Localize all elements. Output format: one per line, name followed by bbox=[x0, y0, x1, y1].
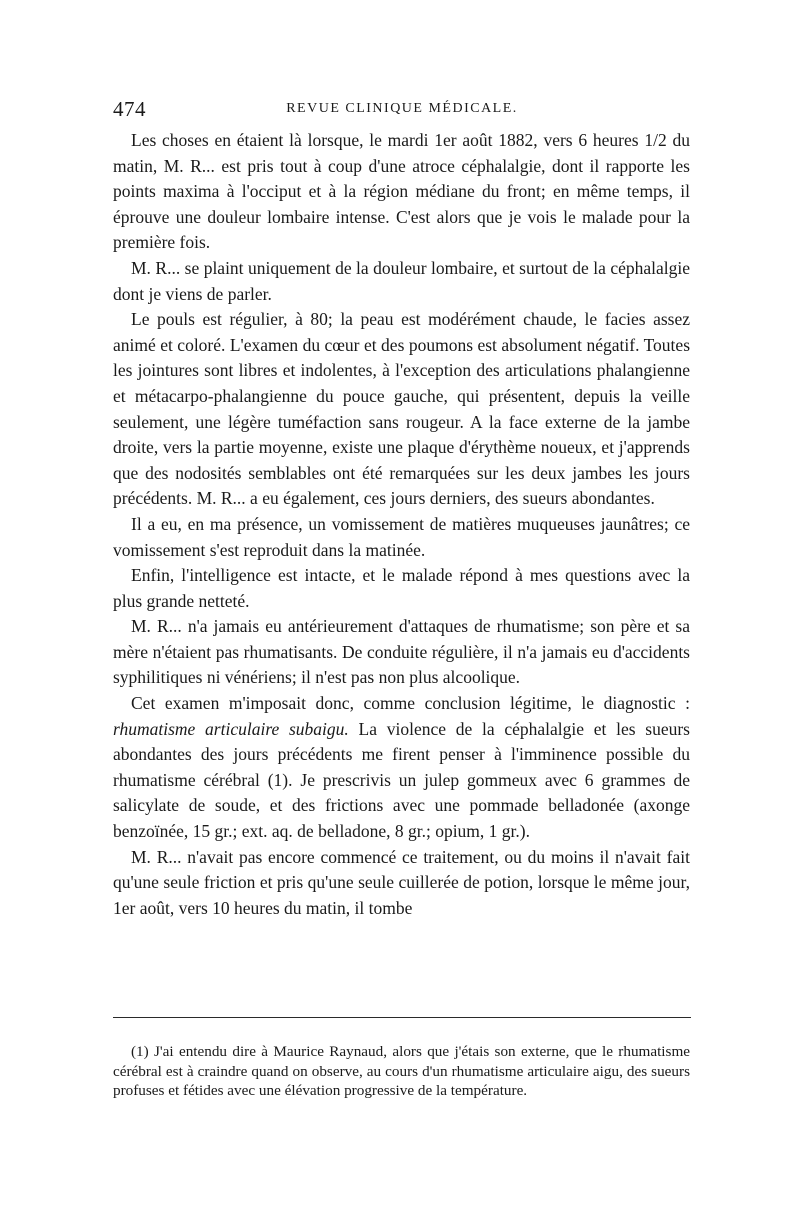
diagnosis-italic: rhumatisme articulaire subaigu. bbox=[113, 718, 349, 739]
page-header bbox=[113, 97, 691, 123]
paragraph-diagnosis bbox=[113, 691, 690, 845]
running-title: REVUE CLINIQUE MÉDICALE. bbox=[286, 101, 518, 116]
paragraph: M. R... n'a jamais eu antérieurement d'attaques de rhumatisme; son père et sa mère n'étaient pas rhumatisants. De conduite régulière, il n'a jamais eu d'accidents syphilitiques ni vénériens; il n'est pas non plus alcoolique. bbox=[113, 616, 690, 688]
paragraph: M. R... n'avait pas encore commencé ce traitement, ou du moins il n'avait fait qu'une seule friction et pris qu'une seule cuillerée de potion, lorsque le même jour, 1er août, vers 10 heures du matin, il tombe bbox=[113, 846, 690, 918]
paragraph: Les choses en étaient là lorsque, le mardi 1er août 1882, vers 6 heures 1/2 du matin, M. R... est pris tout à coup d'une atroce céphalalgie, dont il rapporte les points maxima à l'occiput et à la région médiane du front; en même temps, il éprouve une douleur lombaire intense. C'est alors que je vois le malade pour la première fois. bbox=[113, 130, 690, 253]
paragraph: M. R... se plaint uniquement de la douleur lombaire, et surtout de la céphalalgie dont je viens de parler. bbox=[113, 257, 690, 304]
footnote-rule bbox=[113, 1017, 691, 1018]
paragraph: Il a eu, en ma présence, un vomissement de matières muqueuses jaunâtres; ce vomissement s'est reproduit dans la matinée. bbox=[113, 513, 690, 560]
page-number: 474 bbox=[113, 97, 146, 121]
paragraph-text: La violence de la céphalalgie et les sueurs abondantes des jours précédents me firent penser à l'imminence possible du rhumatisme cérébral (1). Je prescrivis un julep gommeux avec 6 grammes de salicylate de soude, et des frictions avec une pommade belladonée (axonge benzoïnée, 15 gr.; ext. aq. de belladone, 8 gr.; opium, 1 gr.). bbox=[113, 718, 690, 842]
paragraph: Le pouls est régulier, à 80; la peau est modérément chaude, le facies assez animé et coloré. L'examen du cœur et des poumons est absolument négatif. Toutes les jointures sont libres et indolentes, à l'exception des articulations phalangienne et métacarpo-phalangienne du pouce gauche, qui présentent, depuis la veille seulement, une légère tuméfaction sans rougeur. A la face externe de la jambe droite, vers la partie moyenne, existe une plaque d'érythème noueux, et j'apprends que des nodosités semblables ont été remarquées sur les deux jambes les jours précédents. M. R... a eu également, ces jours derniers, des sueurs abondantes. bbox=[113, 309, 690, 509]
footnote bbox=[113, 1042, 690, 1101]
footnote-text: (1) J'ai entendu dire à Maurice Raynaud, alors que j'étais son externe, que le rhumatisme cérébral est à craindre quand on observe, au cours d'un rhumatisme articulaire aigu, des sueurs profuses et fétides avec une élévation progressive de la température. bbox=[113, 1043, 690, 1100]
body-text bbox=[113, 128, 690, 921]
paragraph: Enfin, l'intelligence est intacte, et le malade répond à mes questions avec la plus grande netteté. bbox=[113, 565, 690, 611]
paragraph-text: Cet examen m'imposait donc, comme conclusion légitime, le diagnostic : bbox=[131, 693, 690, 714]
